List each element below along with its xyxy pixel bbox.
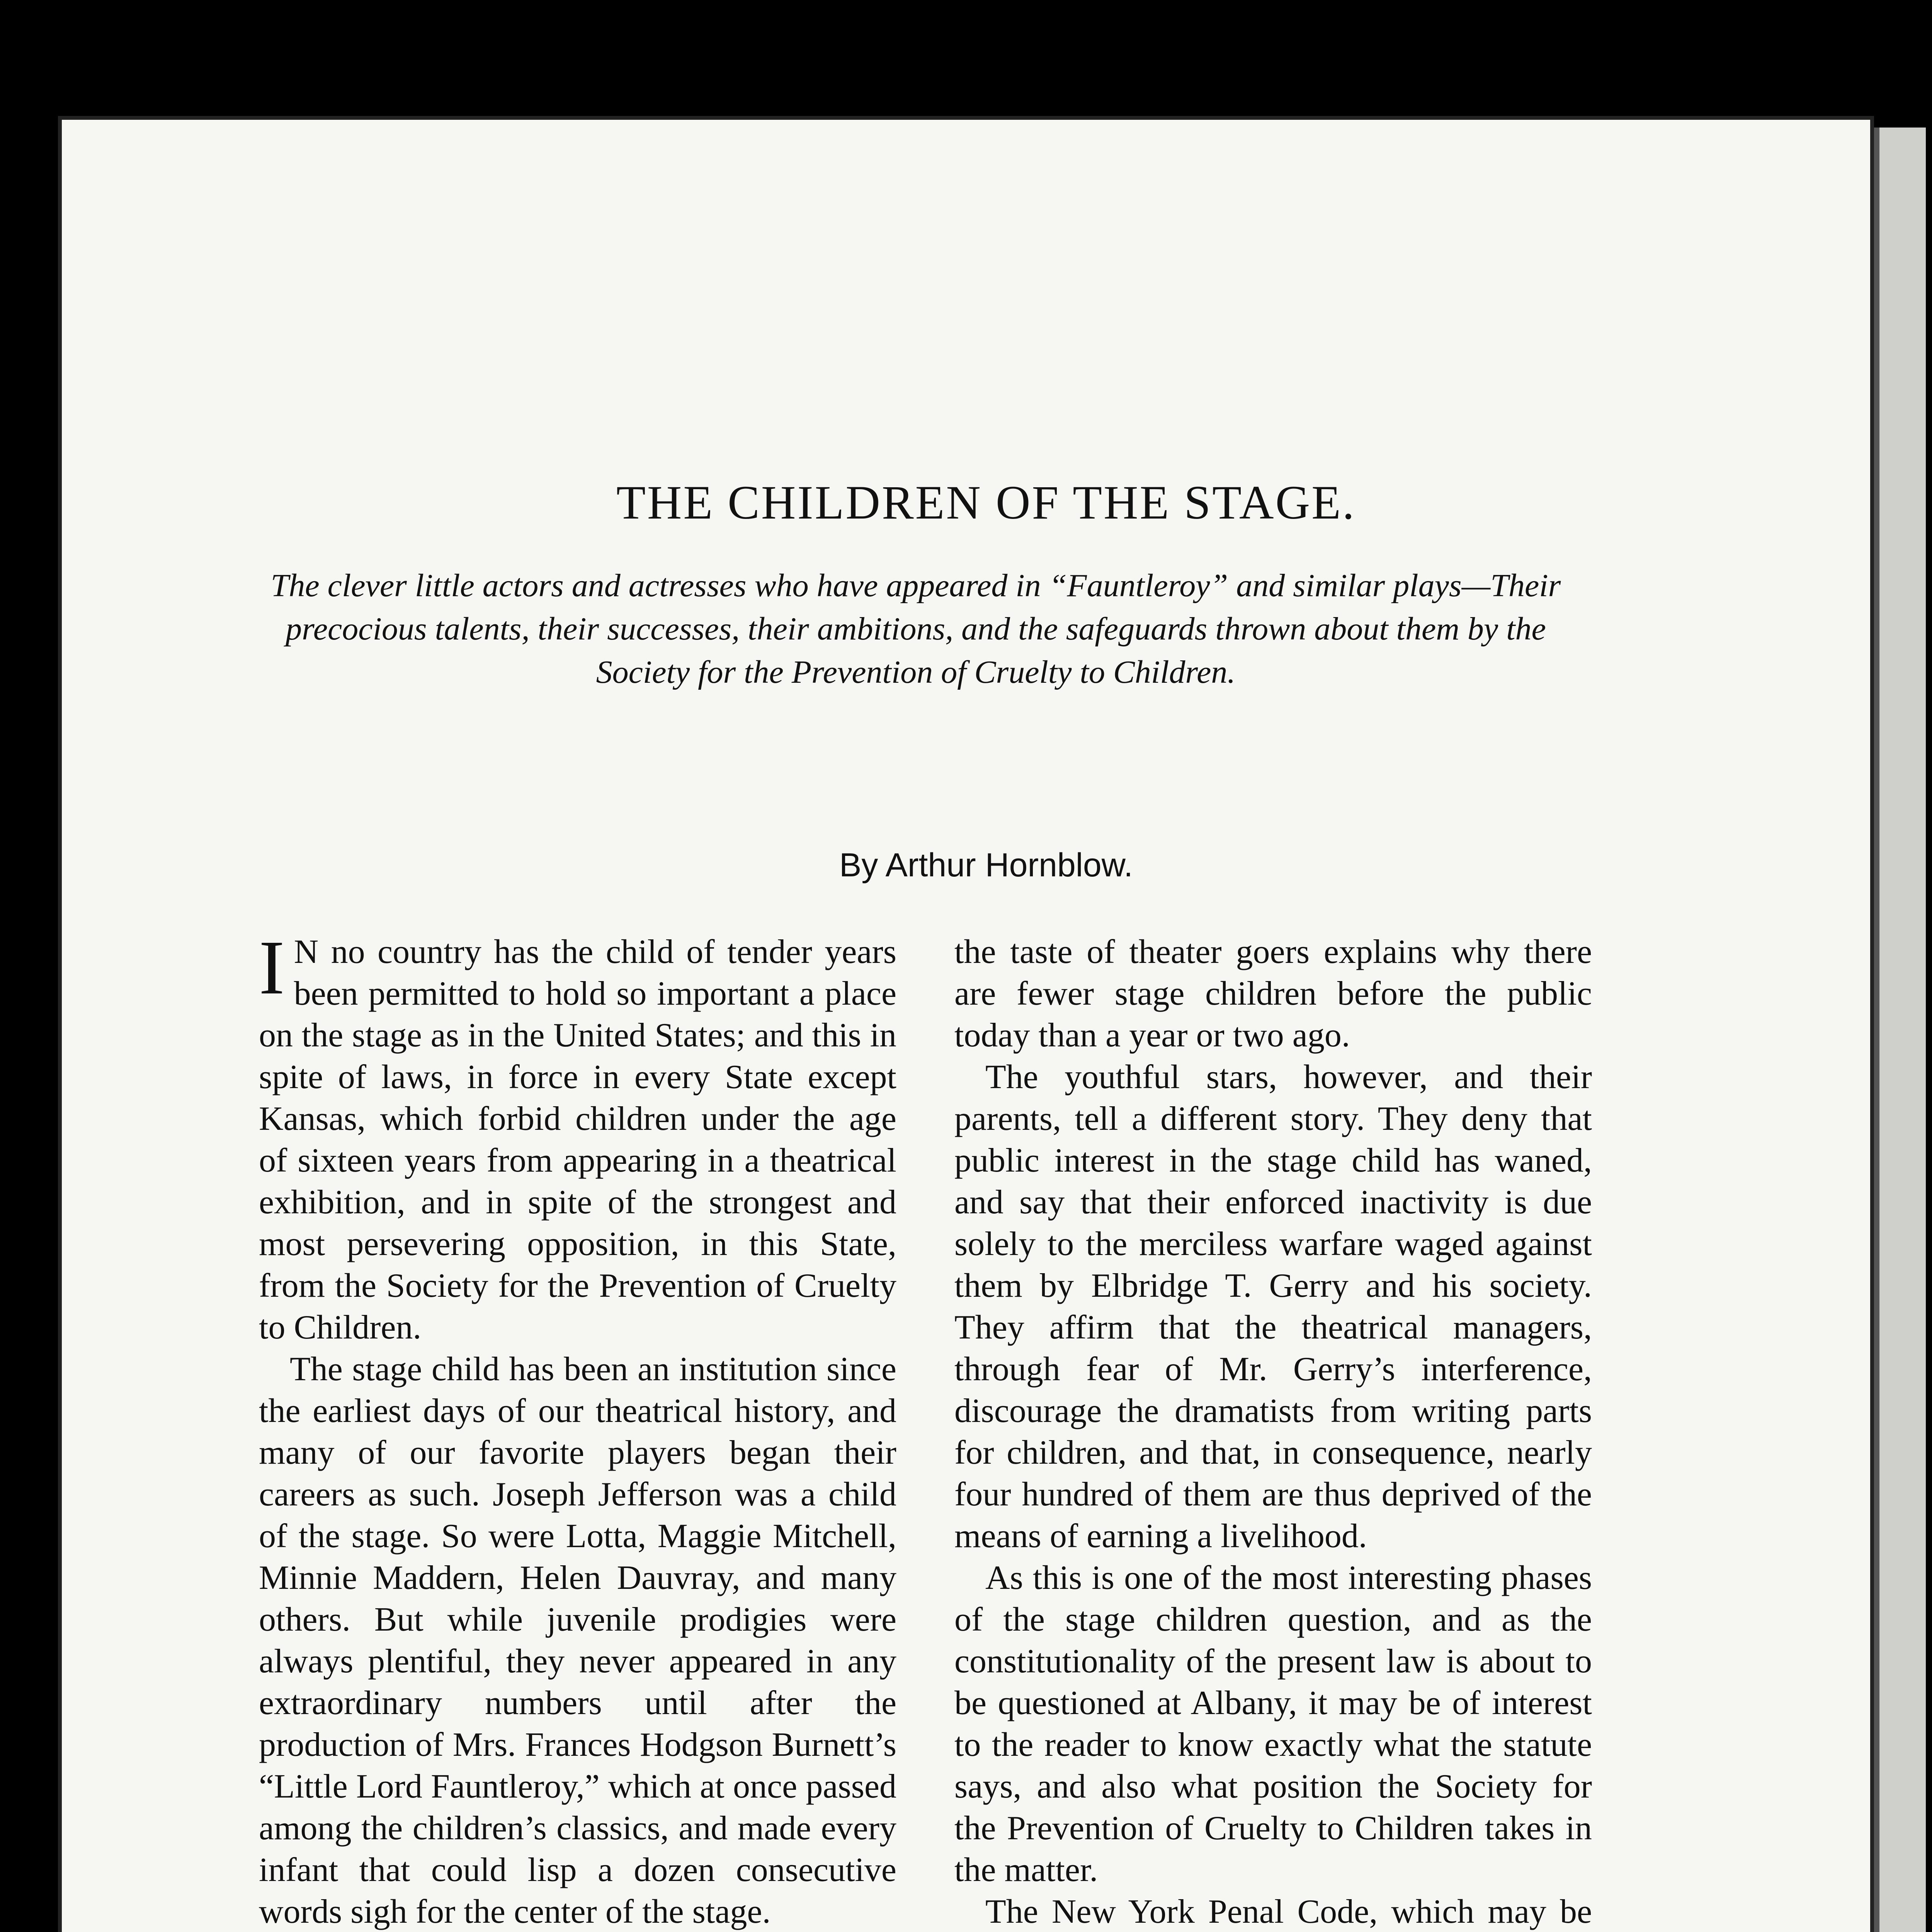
paragraph: The New York Penal Code, which may be	[985, 1893, 1592, 1930]
article-byline: By Arthur Hornblow.	[839, 847, 1133, 884]
paragraph: The youthful stars, however, and their parents, tell a different story. They deny that public interest in the stage child has waned, and say that their enforced inactivity is due solely to the merciless warfare waged against them by Elbridge T. Gerry and his society. They affirm that the theatrical managers, through fear of Mr. Gerry’s interference, discourage the dramatists from writing parts for children, and that, in consequence, nearly four hundred of them are thus deprived of the means of earning a livelihood.	[954, 1058, 1592, 1555]
article-title: THE CHILDREN OF THE STAGE.	[616, 476, 1356, 529]
right-column	[954, 931, 1592, 1932]
paragraph: The stage child has been an institution since the earliest days of our theatrical history, and many of our favorite players began their careers as such. Joseph Jefferson was a child of the stage. So were Lotta, Maggie Mitchell, Minnie Maddern, Helen Dauvray, and many others. But while juvenile prodigies were always plentiful, they never appeared in any extraordinary numbers until after the production of Mrs. Frances Hodgson Burnett’s “Little Lord Fauntleroy,” which at once passed among the children’s classics, and made every infant that could lisp a dozen consecutive words sigh for the center of the stage.	[259, 1350, 896, 1930]
article-subtitle: The clever little actors and actresses who have appeared in “Fauntleroy” and similar plays—Their precocious talents, their successes, their ambitions, and the safeguards thrown about them by the Society for the Prevention of Cruelty to Children.	[270, 568, 1561, 690]
paragraph: the taste of theater goers explains why there are fewer stage children before the public today than a year or two ago.	[954, 933, 1592, 1054]
left-column	[259, 925, 896, 1932]
page-edge	[1874, 128, 1926, 1932]
paragraph: As this is one of the most interesting phases of the stage children question, and as the constitutionality of the present law is about to be questioned at Albany, it may be of interest to the reader to know exactly what the statute says, and also what position the Society for the Prevention of Cruelty to Children takes in the matter.	[954, 1559, 1592, 1889]
paragraph-text: N no country has the child of tender years been permitted to hold so important a place on the stage as in the United States; and this in spite of laws, in force in every State except Kansas, which forbid children under the age of sixteen years from appearing in a theatrical exhibition, and in spite of the strongest and most persevering opposition, in this State, from the Society for the Prevention of Cruelty to Children.	[259, 933, 896, 1346]
drop-cap: I	[259, 925, 285, 1010]
paragraph	[259, 925, 896, 1349]
